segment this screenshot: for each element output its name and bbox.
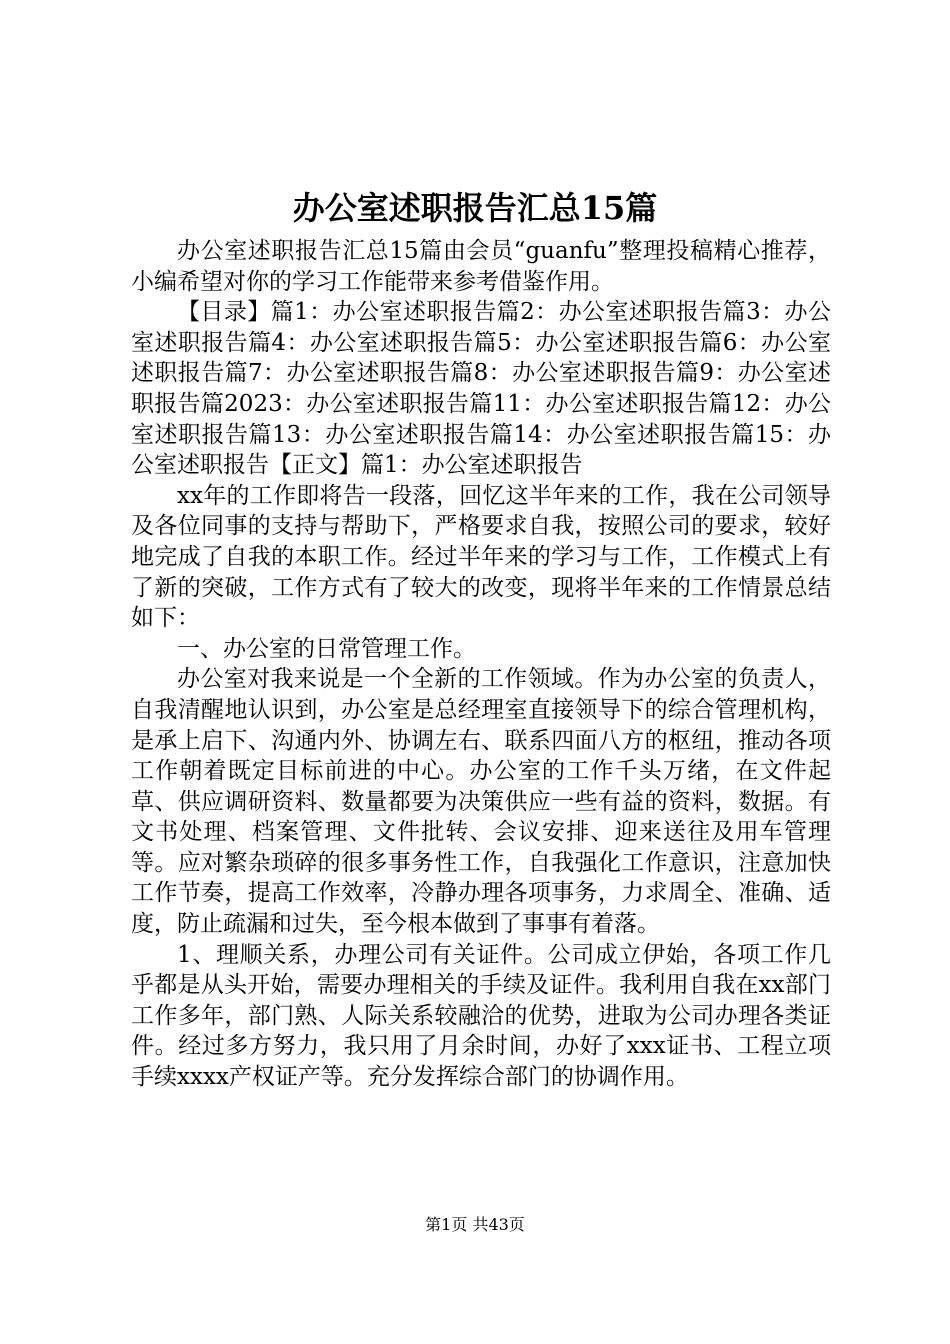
document-title: 办公室述职报告汇总15篇 (292, 189, 658, 227)
body-paragraph: 1、理顺关系，办理公司有关证件。公司成立伊始，各项工作几乎都是从头开始，需要办理相关的手续及证件。我利用自我在xx部门工作多年，部门熟、人际关系较融洽的优势，进取为公司办理各类证件。经过多方努力，我只用了月余时间，办好了xxx证书、工程立项手续xxxx产权证产等。充分发挥综合部门的协调作用。 (131, 941, 831, 1091)
intro-paragraph: 办公室述职报告汇总15篇由会员“guanfu”整理投稿精心推荐，小编希望对你的学习工作能带来参考借鉴作用。 (131, 238, 831, 295)
section-heading: 一、办公室的日常管理工作。 (177, 635, 476, 662)
table-of-contents-paragraph: 【目录】篇1：办公室述职报告篇2：办公室述职报告篇3：办公室述职报告篇4：办公室述职报告篇5：办公室述职报告篇6：办公室述职报告篇7：办公室述职报告篇8：办公室述职报告篇9：办公室述职报告篇2023：办公室述职报告篇11：办公室述职报告篇12：办公室述职报告篇13：办公室述职报告篇14：办公室述职报告篇15：办公室述职报告【正文】篇1：办公室述职报告 (131, 299, 831, 479)
body-paragraph: xx年的工作即将告一段落，回忆这半年来的工作，我在公司领导及各位同事的支持与帮助下，严格要求自我，按照公司的要求，较好地完成了自我的本职工作。经过半年来的学习与工作，工作模式上有了新的突破，工作方式有了较大的改变，现将半年来的工作情景总结如下： (131, 482, 831, 632)
body-paragraph: 办公室对我来说是一个全新的工作领域。作为办公室的负责人，自我清醒地认识到，办公室是总经理室直接领导下的综合管理机构，是承上启下、沟通内外、协调左右、联系四面八方的枢纽，推动各项工作朝着既定目标前进的中心。办公室的工作千头万绪，在文件起草、供应调研资料、数量都要为决策供应一些有益的资料，数据。有文书处理、档案管理、文件批转、会议安排、迎来送往及用车管理等。应对繁杂琐碎的很多事务性工作，自我强化工作意识，注意加快工作节奏，提高工作效率，冷静办理各项事务，力求周全、准确、适度，防止疏漏和过失，至今根本做到了事事有着落。 (131, 666, 831, 938)
page-footer: 第1页 共43页 (425, 1215, 525, 1234)
document-body (131, 236, 831, 1093)
